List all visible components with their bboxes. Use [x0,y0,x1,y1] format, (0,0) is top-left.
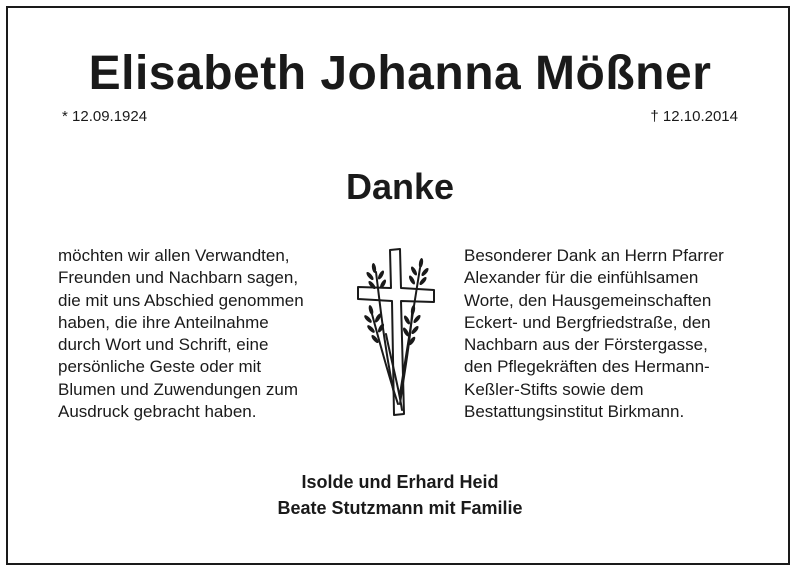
text-line: Nachbarn aus der Förstergasse, [464,335,708,355]
text-line: haben, die ihre Anteilnahme [58,312,269,332]
text-line: Besonderer Dank an Herrn Pfarrer [464,246,724,265]
text-line: den Pflegekräften des Hermann- [464,357,710,377]
text-line: Alexander für die einfühlsamen [464,268,699,288]
text-line: die mit uns Abschied genommen [58,290,304,310]
thanks-heading: Danke [345,166,455,207]
cross-with-wheat-icon [350,244,440,420]
text-line: Keßler-Stifts sowie dem [464,379,644,399]
right-text-block [464,245,754,423]
deceased-name: Elisabeth Johanna Mößner [88,47,712,100]
text-line: Bestattungsinstitut Birkmann. [464,402,685,422]
signature-line: Isolde und Erhard Heid [301,472,499,492]
death-date: † 12.10.2014 [650,108,738,125]
text-line: Eckert- und Bergfriedstraße, den [464,312,711,332]
left-text-block [58,245,338,423]
text-line: persönliche Geste oder mit [58,357,262,377]
text-line: Blumen und Zuwendungen zum [58,379,299,399]
text-line: möchten wir allen Verwandten, [58,246,290,265]
birth-date: * 12.09.1924 [62,108,148,125]
text-line: Ausdruck gebracht haben. [58,402,257,422]
text-line: Worte, den Hausgemeinschaften [464,290,712,310]
text-line: durch Wort und Schrift, eine [58,335,269,355]
text-line: Freunden und Nachbarn sagen, [58,268,299,288]
signature-line: Beate Stutzmann mit Familie [277,498,523,518]
